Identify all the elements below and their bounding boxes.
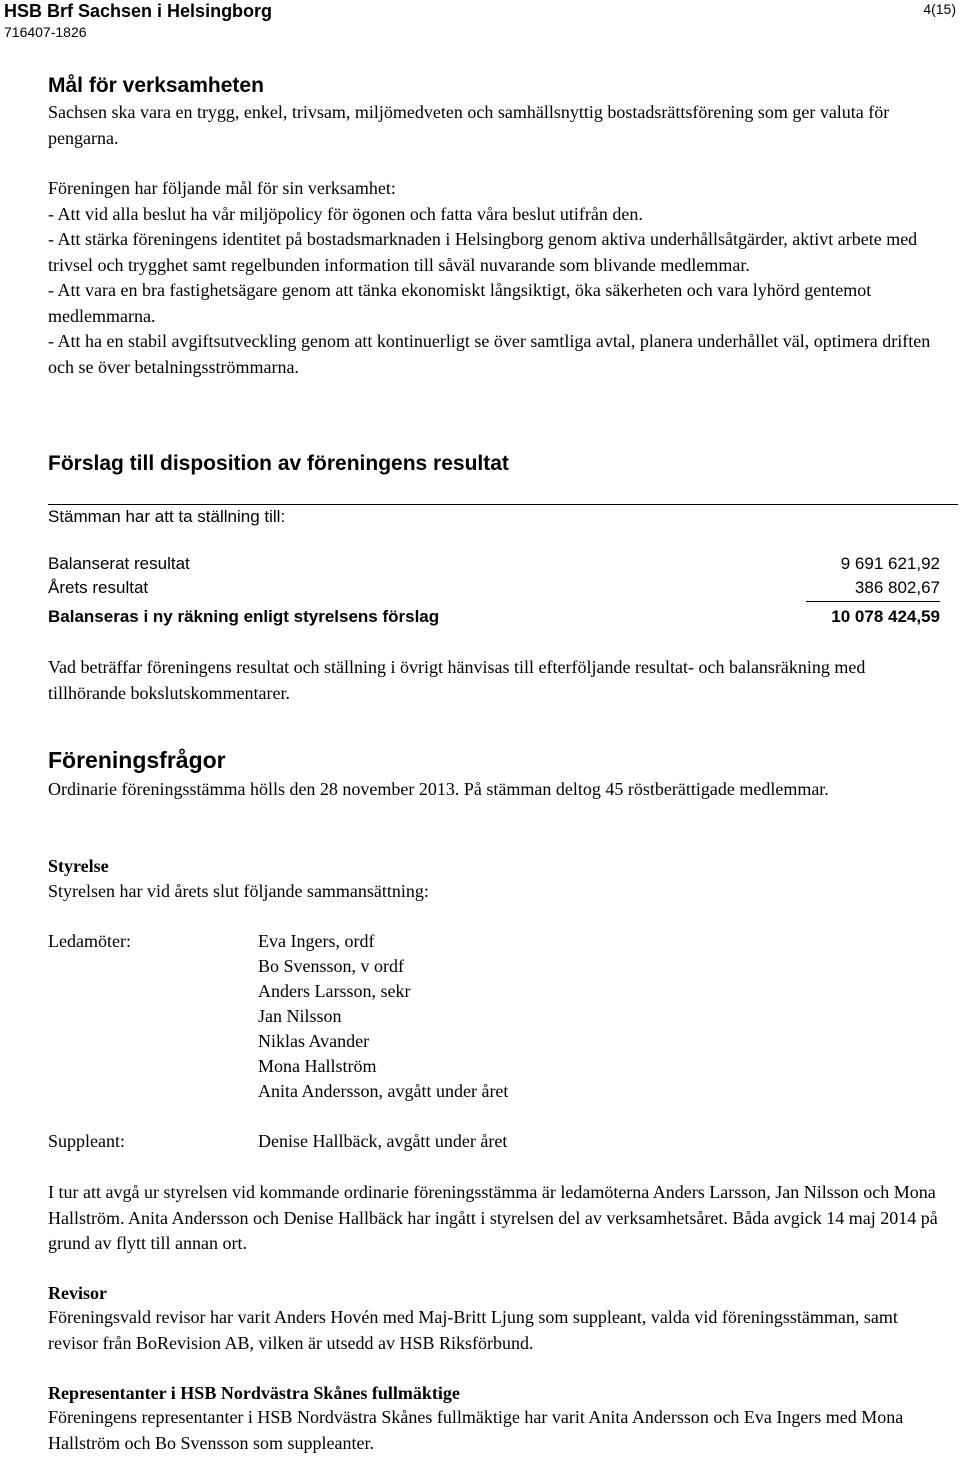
deputy-member: Denise Hallbäck, avgått under året <box>258 1131 508 1151</box>
board-member: Bo Svensson, v ordf <box>258 956 405 976</box>
result-row-label: Balanserat resultat <box>48 554 190 573</box>
board-member: Niklas Avander <box>258 1031 370 1051</box>
board-member: Anders Larsson, sekr <box>258 981 411 1001</box>
goals-heading: Mål för verksamheten <box>48 74 264 97</box>
questions-heading: Föreningsfrågor <box>48 747 226 773</box>
organization-name: HSB Brf Sachsen i Helsingborg <box>4 1 273 21</box>
goals-intro: Sachsen ska vara en trygg, enkel, trivsam, miljömedveten och samhällsnyttig bostadsrättsförening som ger valuta för pengarna. <box>48 102 890 148</box>
deputy-label: Suppleant: <box>48 1131 125 1151</box>
members-label: Ledamöter: <box>48 931 131 951</box>
goal-item: - Att stärka föreningens identitet på bostadsmarknaden i Helsingborg genom aktiva underhållsåtgärder, aktivt arbete med trivsel och trygghet samt regelbunden information till såväl nuvarande som blivande medlemmar. <box>48 229 918 275</box>
board-member: Mona Hallström <box>258 1056 377 1076</box>
disposition-note: Vad beträffar föreningens resultat och ställning i övrigt hänvisas till efterföljande resultat- och balansräkning med tillhörande bokslutskommentarer. <box>48 657 866 703</box>
organization-number: 716407-1826 <box>4 24 87 40</box>
disposition-heading: Förslag till disposition av föreningens resultat <box>48 452 509 475</box>
goal-item: - Att ha en stabil avgiftsutveckling genom att kontinuerligt se över samtliga avtal, planera underhållet väl, optimera driften och se över betalningsströmmarna. <box>48 331 931 377</box>
result-row-value: 9 691 621,92 <box>840 554 940 573</box>
board-heading: Styrelse <box>48 856 109 876</box>
auditor-text: Föreningsvald revisor har varit Anders Hovén med Maj-Britt Ljung som suppleant, valda vid föreningsstämman, samt revisor från BoRevision AB, vilken är utsedd av HSB Riksförbund. <box>48 1307 898 1353</box>
sum-line <box>806 601 940 602</box>
result-row-label: Årets resultat <box>48 578 149 597</box>
goals-section <box>48 72 940 380</box>
page-number: 4(15) <box>923 1 956 17</box>
goal-item: - Att vid alla beslut ha vår miljöpolicy för ögonen och fatta våra beslut utifrån den. <box>48 203 643 224</box>
representatives-heading: Representanter i HSB Nordvästra Skånes fullmäktige <box>48 1383 460 1403</box>
meeting-text: Ordinarie föreningsstämma hölls den 28 november 2013. På stämman deltog 45 röstberättigade medlemmar. <box>48 779 829 799</box>
disposition-subtitle: Stämman har att ta ställning till: <box>48 507 286 526</box>
board-intro: Styrelsen har vid årets slut följande sammansättning: <box>48 881 429 901</box>
total-label: Balanseras i ny räkning enligt styrelsens förslag <box>48 607 440 626</box>
goal-item: - Att vara en bra fastighetsägare genom att tänka ekonomiskt långsiktigt, öka säkerheten och vara lyhörd gentemot medlemmarna. <box>48 280 872 326</box>
result-row-value: 386 802,67 <box>854 578 940 597</box>
board-member: Anita Andersson, avgått under året <box>258 1081 509 1101</box>
auditor-heading: Revisor <box>48 1283 107 1303</box>
total-value: 10 078 424,59 <box>831 607 940 626</box>
board-member: Eva Ingers, ordf <box>258 931 375 951</box>
goals-lead: Föreningen har följande mål för sin verksamhet: <box>48 178 396 198</box>
member-list <box>258 929 508 1104</box>
board-member: Jan Nilsson <box>258 1006 342 1026</box>
representatives-text: Föreningens representanter i HSB Nordvästra Skånes fullmäktige har varit Anita Andersson och Eva Ingers med Mona Hallström och Bo Svensson som suppleanter. <box>48 1407 904 1453</box>
rotation-text: I tur att avgå ur styrelsen vid kommande ordinarie föreningsstämma är ledamöterna Anders Larsson, Jan Nilsson och Mona Hallström. Anita Andersson och Denise Hallbäck har ingått i styrelsen del av verksamhetsåret. Båda avgick 14 maj 2014 på grund av flytt till annan ort. <box>48 1182 938 1253</box>
